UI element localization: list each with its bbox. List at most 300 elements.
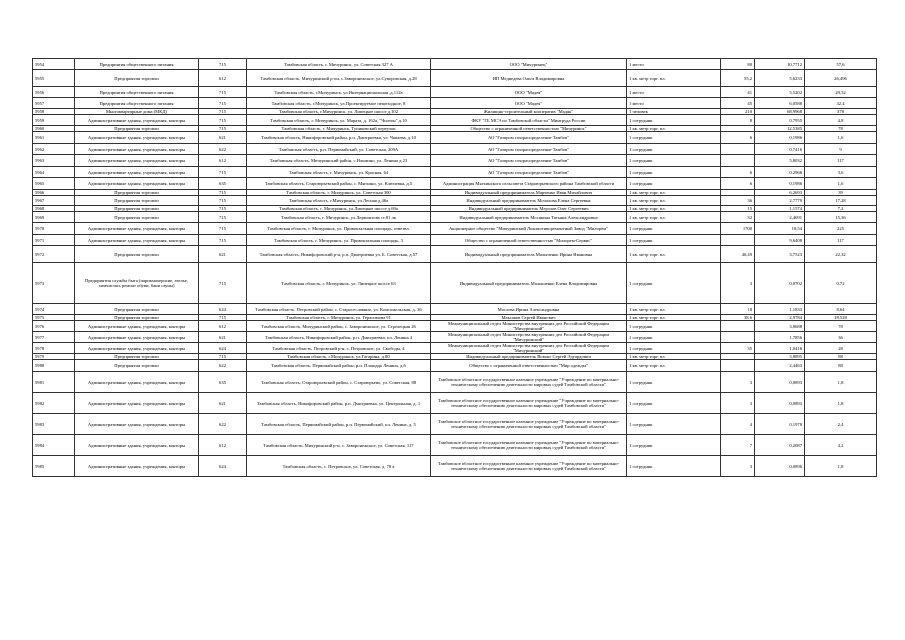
cell-qty: 1700	[721, 223, 755, 235]
cell-code: 715	[199, 190, 247, 196]
cell-n: 5969	[33, 212, 75, 223]
cell-addr: Тамбовская область, г. Мичуринск, ул. Советская 300	[247, 190, 431, 196]
cell-norm: 3,7523	[755, 246, 805, 263]
cell-addr: Тамбовская область, Первомайский район, р.п. Первомайский, пл. Ленина, д. 5	[247, 414, 431, 435]
cell-type: Административные здания, учреждения, конторы	[75, 321, 199, 332]
cell-vol: 29,52	[805, 87, 877, 98]
cell-norm: 1,1833	[755, 304, 805, 315]
cell-addr: Тамбовская область, г.Мичуринск, ул.Лесная д.46а	[247, 196, 431, 206]
cell-qty	[721, 360, 755, 372]
cell-unit: 1 сотрудник	[627, 235, 721, 246]
cell-addr: Тамбовская область, г.Мичуринск, ул. Липецкое шоссе д.102	[247, 109, 431, 115]
cell-org: Маслова Ирина Александровна	[431, 304, 627, 315]
cell-n: 5966	[33, 190, 75, 196]
cell-code: 612	[199, 155, 247, 167]
cell-n: 5982	[33, 393, 75, 414]
cell-type: Предприятия общественного питания	[75, 59, 199, 70]
cell-org: Индивидуальный предприниматель Мочалова Елена Сергеевна	[431, 196, 627, 206]
cell-unit: 1 сотрудник	[627, 144, 721, 155]
cell-type: Административные здания, учреждения, конторы	[75, 144, 199, 155]
cell-vol: 3,6	[805, 167, 877, 178]
table-row	[33, 98, 877, 109]
cell-org: Индивидуальный предприниматель Малыченко Ирина Ивановна	[431, 246, 627, 263]
cell-qty: 3	[721, 372, 755, 393]
cell-code: 622	[199, 144, 247, 155]
cell-org: Максаков Сергей Иванович	[431, 315, 627, 321]
cell-code: 635	[199, 178, 247, 190]
cell-org: Индивидуальный предприниматель Марченко Иван Михайлович	[431, 190, 627, 196]
cell-addr: Тамбовская область, Никифоровский район, р.п. Дмитриевка, пл. Ленина 4	[247, 332, 431, 343]
cell-org: ООО "Мадея"	[431, 98, 627, 109]
cell-type: Административные здания, учреждения, конторы	[75, 343, 199, 354]
cell-unit: 1 кв. метр торг. пл.	[627, 315, 721, 321]
cell-code: 715	[199, 315, 247, 321]
cell-addr: Тамбовская область, Староюрьевский район, с. Мягкино, ул. Ключевка, д.5	[247, 178, 431, 190]
cell-code: 621	[199, 393, 247, 414]
cell-org: Тамбовское областное государственное казенное учреждение "Учреждение по материально-техническому обеспечению деятельности мировых судей Тамбовской области"	[431, 372, 627, 393]
cell-org: Тамбовское областное государственное казенное учреждение "Учреждение по материально-техническому обеспечению деятельности мировых судей Тамбовской области"	[431, 456, 627, 477]
cell-unit: 1 сотрудник	[627, 115, 721, 126]
cell-vol: 15,36	[805, 212, 877, 223]
cell-n: 5959	[33, 115, 75, 126]
cell-code: 612	[199, 70, 247, 87]
cell-qty: 6	[721, 167, 755, 178]
cell-vol: 4,8	[805, 115, 877, 126]
cell-n: 5962	[33, 144, 75, 155]
cell-code: 624	[199, 304, 247, 315]
cell-code: 715	[199, 109, 247, 115]
cell-n: 5964	[33, 167, 75, 178]
cell-org: АО "Газпром газораспределение Тамбов"	[431, 144, 627, 155]
cell-norm: 0,1986	[755, 132, 805, 144]
table-row	[33, 435, 877, 456]
cell-qty	[721, 332, 755, 343]
cell-qty: 15	[721, 206, 755, 212]
cell-unit: 1 кв. метр торг. пл.	[627, 206, 721, 212]
cell-unit: 1 сотрудник	[627, 332, 721, 343]
cell-type: Предприятия торговли	[75, 315, 199, 321]
cell-vol: 88	[805, 354, 877, 360]
cell-unit: 1 сотрудник	[627, 155, 721, 167]
cell-code: 715	[199, 115, 247, 126]
cell-code: 715	[199, 167, 247, 178]
cell-unit: 1 сотрудник	[627, 414, 721, 435]
cell-unit: 1 человек	[627, 109, 721, 115]
cell-type: Административные здания, учреждения, конторы	[75, 178, 199, 190]
cell-qty	[721, 144, 755, 155]
cell-addr: Тамбовская область, Петровский район, с. Старосеславино, ул. Комсомольская, д. 36	[247, 304, 431, 315]
cell-n: 5977	[33, 332, 75, 343]
cell-norm: 3,8895	[755, 354, 805, 360]
cell-vol: 1,6	[805, 132, 877, 144]
cell-n: 5970	[33, 223, 75, 235]
cell-n: 5956	[33, 87, 75, 98]
cell-norm: 0,7955	[755, 115, 805, 126]
cell-code: 624	[199, 343, 247, 354]
cell-code: 715	[199, 98, 247, 109]
cell-addr: Тамбовская область, г. Мичуринск, ул. Липецкое шоссе 63	[247, 263, 431, 304]
cell-vol: 9	[805, 144, 877, 155]
cell-type: Предприятия торговли	[75, 70, 199, 87]
cell-norm: 0,0893	[755, 372, 805, 393]
cell-unit: 1 сотрудник	[627, 167, 721, 178]
cell-org: Межмуниципальный отдел Министерства внутренних дел Российской Федерации "Мичуринский"	[431, 321, 627, 332]
cell-vol: 1,8	[805, 456, 877, 477]
cell-n: 5972	[33, 246, 75, 263]
table-row	[33, 393, 877, 414]
cell-addr: Тамбовская область, Староюрьевский район, с. Староюрьево, ул. Советская, 88	[247, 372, 431, 393]
cell-vol: 117	[805, 155, 877, 167]
cell-addr: Тамбовская область, г. Мичуринск, ул.Лермонтова ст.81 лк	[247, 212, 431, 223]
cell-vol: 78	[805, 126, 877, 132]
cell-vol: 1,8	[805, 372, 877, 393]
table-row	[33, 360, 877, 372]
cell-addr: Тамбовская область, Петровский р-н, с. Петровское, ул. Свободы, 4	[247, 343, 431, 354]
table-row	[33, 87, 877, 98]
cell-n: 5973	[33, 263, 75, 304]
cell-norm: 0,0893	[755, 393, 805, 414]
cell-vol: 17,28	[805, 196, 877, 206]
table-row	[33, 372, 877, 393]
cell-addr: Тамбовская область, р.п. Первомайский, ул. Советская, 209А	[247, 144, 431, 155]
table-row	[33, 115, 877, 126]
cell-qty: 210	[721, 109, 755, 115]
cell-org: Индивидуальный предприниматель Мосякина Татьяна Александровна	[431, 212, 627, 223]
cell-org: Тамбовское областное государственное казенное учреждение "Учреждение по материально-техническому обеспечению деятельности мировых судей Тамбовской области"	[431, 435, 627, 456]
cell-org: Тамбовское областное государственное казенное учреждение "Учреждение по материально-техническому обеспечению деятельности мировых судей Тамбовской области"	[431, 393, 627, 414]
cell-org: Индивидуальный предприниматель Малышенко Елена Владимировна	[431, 263, 627, 304]
cell-n: 5978	[33, 343, 75, 354]
cell-qty: 32	[721, 212, 755, 223]
cell-vol: 0,72	[805, 263, 877, 304]
cell-type: Предприятия торговли	[75, 246, 199, 263]
cell-vol: 1,8	[805, 393, 877, 414]
cell-vol: 7,2	[805, 206, 877, 212]
cell-type: Административные здания, учреждения, конторы	[75, 132, 199, 144]
cell-qty	[721, 155, 755, 167]
table-row	[33, 332, 877, 343]
cell-type: Предприятия торговли	[75, 126, 199, 132]
cell-org: Межмуниципальный отдел Министерства внутренних дел Российской Федерации "Мичуринский"	[431, 332, 627, 343]
cell-org: АО "Газпром газораспределение Тамбов"	[431, 155, 627, 167]
cell-code: 621	[199, 332, 247, 343]
table-row	[33, 304, 877, 315]
cell-type: Административные здания, учреждения, конторы	[75, 456, 199, 477]
cell-qty: 6	[721, 178, 755, 190]
table-row	[33, 223, 877, 235]
cell-unit: 1 кв. метр торг. пл.	[627, 360, 721, 372]
cell-n: 5980	[33, 360, 75, 372]
cell-qty: 55,2	[721, 70, 755, 87]
cell-norm: 1,0416	[755, 343, 805, 354]
cell-code: 612	[199, 435, 247, 456]
cell-qty: 41	[721, 87, 755, 98]
cell-unit: 1 сотрудник	[627, 321, 721, 332]
cell-n: 5976	[33, 321, 75, 332]
cell-code: 715	[199, 59, 247, 70]
cell-n: 5981	[33, 372, 75, 393]
cell-vol: 57,6	[805, 59, 877, 70]
cell-n: 5960	[33, 126, 75, 132]
cell-norm: 0,1986	[755, 178, 805, 190]
cell-norm: 0,2966	[755, 167, 805, 178]
cell-n: 5971	[33, 235, 75, 246]
cell-qty: 35	[721, 343, 755, 354]
cell-unit: 1 сотрудник	[627, 343, 721, 354]
cell-addr: Тамбовская область, Первомайский район, р.п. Площадь Ленина, д.6	[247, 360, 431, 372]
cell-n: 5975	[33, 315, 75, 321]
cell-type: Административные здания, учреждения, конторы	[75, 393, 199, 414]
cell-org: ООО "Мичуринец"	[431, 59, 627, 70]
cell-unit: 1 кв. метр торг. пл.	[627, 126, 721, 132]
cell-n: 5985	[33, 456, 75, 477]
table-row	[33, 59, 877, 70]
cell-norm: 10,7712	[755, 59, 805, 70]
cell-qty: 3	[721, 393, 755, 414]
cell-addr: Тамбовская область, Мичуринский район, с.Ильмино, ул. Ленина д.23	[247, 155, 431, 167]
cell-vol: 26,496	[805, 70, 877, 87]
cell-n: 5954	[33, 59, 75, 70]
cell-type: Предприятия торговли	[75, 196, 199, 206]
cell-org: Жилищно-строительный кооператив "Мадяк"	[431, 109, 627, 115]
cell-code: 621	[199, 132, 247, 144]
cell-addr: Тамбовская область, г. Мичуринск, ул. Привокзальная площадь, ответвл.	[247, 223, 431, 235]
cell-norm: 3,8688	[755, 321, 805, 332]
cell-org: ИП Медведева Ольга Владимировна	[431, 70, 627, 87]
cell-unit: 1 сотрудник	[627, 456, 721, 477]
table-row	[33, 456, 877, 477]
cell-org: Общество с ограниченной ответственностью "Мичуринск"	[431, 126, 627, 132]
cell-qty: 36	[721, 196, 755, 206]
cell-addr: Тамбовская область, г. Мичуринск, ул. Привокзальная площадь, 3	[247, 235, 431, 246]
cell-norm: 5,8032	[755, 155, 805, 167]
cell-n: 5968	[33, 206, 75, 212]
cell-unit: 1 сотрудник	[627, 435, 721, 456]
cell-code: 622	[199, 414, 247, 435]
cell-qty: 6	[721, 132, 755, 144]
cell-type: Предприятия торговли	[75, 212, 199, 223]
cell-n: 5979	[33, 354, 75, 360]
cell-norm: 9,6408	[755, 235, 805, 246]
data-sheet	[32, 58, 876, 477]
cell-unit: 1 сотрудник	[627, 132, 721, 144]
cell-code: 621	[199, 246, 247, 263]
table-row	[33, 178, 877, 190]
cell-unit: 1 кв. метр торг. пл.	[627, 246, 721, 263]
cell-norm: 5,6233	[755, 70, 805, 87]
cell-vol: 28	[805, 343, 877, 354]
cell-norm: 0,1978	[755, 414, 805, 435]
table-row	[33, 70, 877, 87]
cell-addr: Тамбовская область, Никифоровский район, р.п. Дмитриевка, ул. Чапаева, д.10	[247, 132, 431, 144]
cell-org: АО "Газпром газораспределение Тамбов"	[431, 167, 627, 178]
cell-unit: 1 сотрудник	[627, 223, 721, 235]
cell-unit: 1 кв. метр торг. пл.	[627, 196, 721, 206]
table-row	[33, 321, 877, 332]
cell-n: 5955	[33, 70, 75, 87]
cell-unit: 1 место	[627, 59, 721, 70]
cell-vol: 8,64	[805, 304, 877, 315]
cell-code: 715	[199, 354, 247, 360]
cell-unit: 1 кв. метр торг. пл.	[627, 70, 721, 87]
cell-addr: Тамбовская область, г.Мичуринск, ул.Интернациональная ,д.112а	[247, 87, 431, 98]
cell-org: Индивидуальный предприниматель Вовонг Сергей Эдуардович	[431, 354, 627, 360]
cell-qty: 3	[721, 456, 755, 477]
cell-n: 5961	[33, 132, 75, 144]
cell-type: Административные здания, учреждения, конторы	[75, 414, 199, 435]
cell-org: ФКУ "ГБ МСЭ по Тамбовской области" Минтруда России	[431, 115, 627, 126]
cell-code: 715	[199, 223, 247, 235]
cell-type: Предприятия службы быта (парикмахерские, ателье, химчистки, ремонт обуви, бани сауны)	[75, 263, 199, 304]
cell-code: 715	[199, 206, 247, 212]
cell-norm: 5,5202	[755, 87, 805, 98]
cell-unit: 1 сотрудник	[627, 372, 721, 393]
cell-norm: 0,7416	[755, 144, 805, 155]
cell-addr: Тамбовская область, г. Мичуринск, Тупиковский переулок	[247, 126, 431, 132]
cell-unit: 1 кв. метр торг. пл.	[627, 212, 721, 223]
table-row	[33, 235, 877, 246]
cell-vol: 32,4	[805, 98, 877, 109]
cell-unit: 1 сотрудник	[627, 263, 721, 304]
cell-code: 635	[199, 372, 247, 393]
cell-qty: 8	[721, 115, 755, 126]
cell-addr: Тамбовская область, г. Мичуринск, ул. Красная, 64	[247, 167, 431, 178]
table-row	[33, 132, 877, 144]
cell-unit: 1 кв. метр торг. пл.	[627, 190, 721, 196]
cell-code: 715	[199, 235, 247, 246]
cell-unit: 1 кв. метр торг. пл.	[627, 304, 721, 315]
cell-org: АО "Газпром газораспределение Тамбов"	[431, 132, 627, 144]
cell-type: Административные здания, учреждения, конторы	[75, 332, 199, 343]
cell-code: 622	[199, 360, 247, 372]
cell-addr: Тамбовская область, Мичуринский район, с. Заворонежское, ул. Стрелецкая 26	[247, 321, 431, 332]
cell-norm: 2,7779	[755, 196, 805, 206]
cell-vol: 117	[805, 235, 877, 246]
cell-qty	[721, 235, 755, 246]
cell-addr: Тамбовская область, г. Мичуринск, ул. Марата, д. 162а, "Чилтон" д.10	[247, 115, 431, 126]
cell-code: 624	[199, 456, 247, 477]
cell-type: Предприятия торговли	[75, 354, 199, 360]
cell-type: Многоквартирные дома (МКД)	[75, 109, 199, 115]
cell-type: Административные здания, учреждения, конторы	[75, 223, 199, 235]
cell-unit: 1 место	[627, 87, 721, 98]
cell-org: Акционерное общество "Мичуринский Локомотиворемонтный Завод "Милорем"	[431, 223, 627, 235]
cell-type: Административные здания, учреждения, конторы	[75, 167, 199, 178]
cell-norm: 2,9784	[755, 315, 805, 321]
cell-type: Предприятия общественного питания	[75, 87, 199, 98]
cell-norm: 0,0702	[755, 263, 805, 304]
table-row	[33, 167, 877, 178]
cell-addr: Тамбовская область, г. Мичуринск, ул. Герасимова 91	[247, 315, 431, 321]
cell-n: 5974	[33, 304, 75, 315]
cell-vol: 39	[805, 190, 877, 196]
cell-unit: 1 сотрудник	[627, 178, 721, 190]
table-row	[33, 155, 877, 167]
registry-table	[32, 58, 877, 477]
table-row	[33, 343, 877, 354]
table-row	[33, 212, 877, 223]
cell-qty: 7	[721, 435, 755, 456]
cell-vol: 36	[805, 332, 877, 343]
cell-qty: 46,49	[721, 246, 755, 263]
table-row	[33, 144, 877, 155]
table-row	[33, 263, 877, 304]
cell-norm: 0,0896	[755, 456, 805, 477]
cell-code: 715	[199, 87, 247, 98]
cell-vol: 2,4	[805, 414, 877, 435]
cell-vol: 378	[805, 109, 877, 115]
cell-code: 715	[199, 212, 247, 223]
cell-norm: 68,9968	[755, 109, 805, 115]
cell-qty	[721, 321, 755, 332]
cell-type: Административные здания, учреждения, конторы	[75, 235, 199, 246]
cell-qty: 45	[721, 98, 755, 109]
cell-org: Общество с ограниченной ответственностью "Милорем-Сервис"	[431, 235, 627, 246]
cell-norm: 12,5385	[755, 126, 805, 132]
cell-type: Предприятия торговли	[75, 206, 199, 212]
cell-norm: 6,0588	[755, 98, 805, 109]
cell-type: Административные здания, учреждения, конторы	[75, 155, 199, 167]
cell-qty: 4	[721, 414, 755, 435]
cell-org: ООО "Мадея"	[431, 87, 627, 98]
cell-n: 5983	[33, 414, 75, 435]
cell-type: Административные здания, учреждения, конторы	[75, 435, 199, 456]
cell-type: Предприятия торговли	[75, 190, 199, 196]
cell-norm: 1,7856	[755, 332, 805, 343]
cell-norm: 1,1574	[755, 206, 805, 212]
cell-vol: 4,2	[805, 435, 877, 456]
cell-code: 612	[199, 321, 247, 332]
cell-org: Индивидуальный предприниматель Мерзлов Олег Сергеевич	[431, 206, 627, 212]
cell-n: 5957	[33, 98, 75, 109]
cell-type: Административные здания, учреждения, конторы	[75, 372, 199, 393]
table-body	[33, 59, 877, 477]
table-row	[33, 246, 877, 263]
cell-n: 5965	[33, 178, 75, 190]
cell-norm: 2,4463	[755, 360, 805, 372]
cell-unit: 1 кв. метр торг. пл.	[627, 354, 721, 360]
cell-addr: Тамбовская область, г.Мичуринск, ул.Проектируемое пешеходное, 8	[247, 98, 431, 109]
cell-addr: Тамбовская область, с. Петровское, ул. Советская, д. 78 а	[247, 456, 431, 477]
cell-qty: 38,6	[721, 315, 755, 321]
cell-n: 5958	[33, 109, 75, 115]
cell-code: 715	[199, 196, 247, 206]
cell-norm: 6,2693	[755, 190, 805, 196]
cell-org: Межмуниципальный отдел Министерства внутренних дел Российской Федерации "Мичуринский"	[431, 343, 627, 354]
cell-n: 5963	[33, 155, 75, 167]
cell-vol: 78	[805, 321, 877, 332]
cell-vol: 88	[805, 360, 877, 372]
cell-type: Предприятия общественного питания	[75, 98, 199, 109]
cell-addr: Тамбовская область, Мичуринский р-он, с.Заворонежское, ул.Суворовская, д.28	[247, 70, 431, 87]
cell-type: Предприятия торговли	[75, 360, 199, 372]
cell-vol: 1,6	[805, 178, 877, 190]
cell-unit: 1 место	[627, 98, 721, 109]
cell-addr: Тамбовская область, Никифоровский р-н, р.п. Дмитриевка ул. Б. Советская, д.57	[247, 246, 431, 263]
cell-addr: Тамбовская область, г. Мичуринск, ул. Советская 327 А	[247, 59, 431, 70]
cell-org: Общество с ограниченной ответственностью "Мир одежды"	[431, 360, 627, 372]
cell-norm: 2,4691	[755, 212, 805, 223]
table-row	[33, 414, 877, 435]
cell-qty: 80	[721, 59, 755, 70]
cell-org: Администрация Мягкинского сельсовета Староюрьевского района Тамбовской области	[431, 178, 627, 190]
cell-n: 5984	[33, 435, 75, 456]
cell-vol: 225	[805, 223, 877, 235]
cell-type: Предприятия торговли	[75, 304, 199, 315]
cell-qty: 3	[721, 263, 755, 304]
cell-vol: 22,32	[805, 246, 877, 263]
cell-addr: Тамбовская область, г. Мичуринск, ул.Липецкое шоссе д.69а	[247, 206, 431, 212]
